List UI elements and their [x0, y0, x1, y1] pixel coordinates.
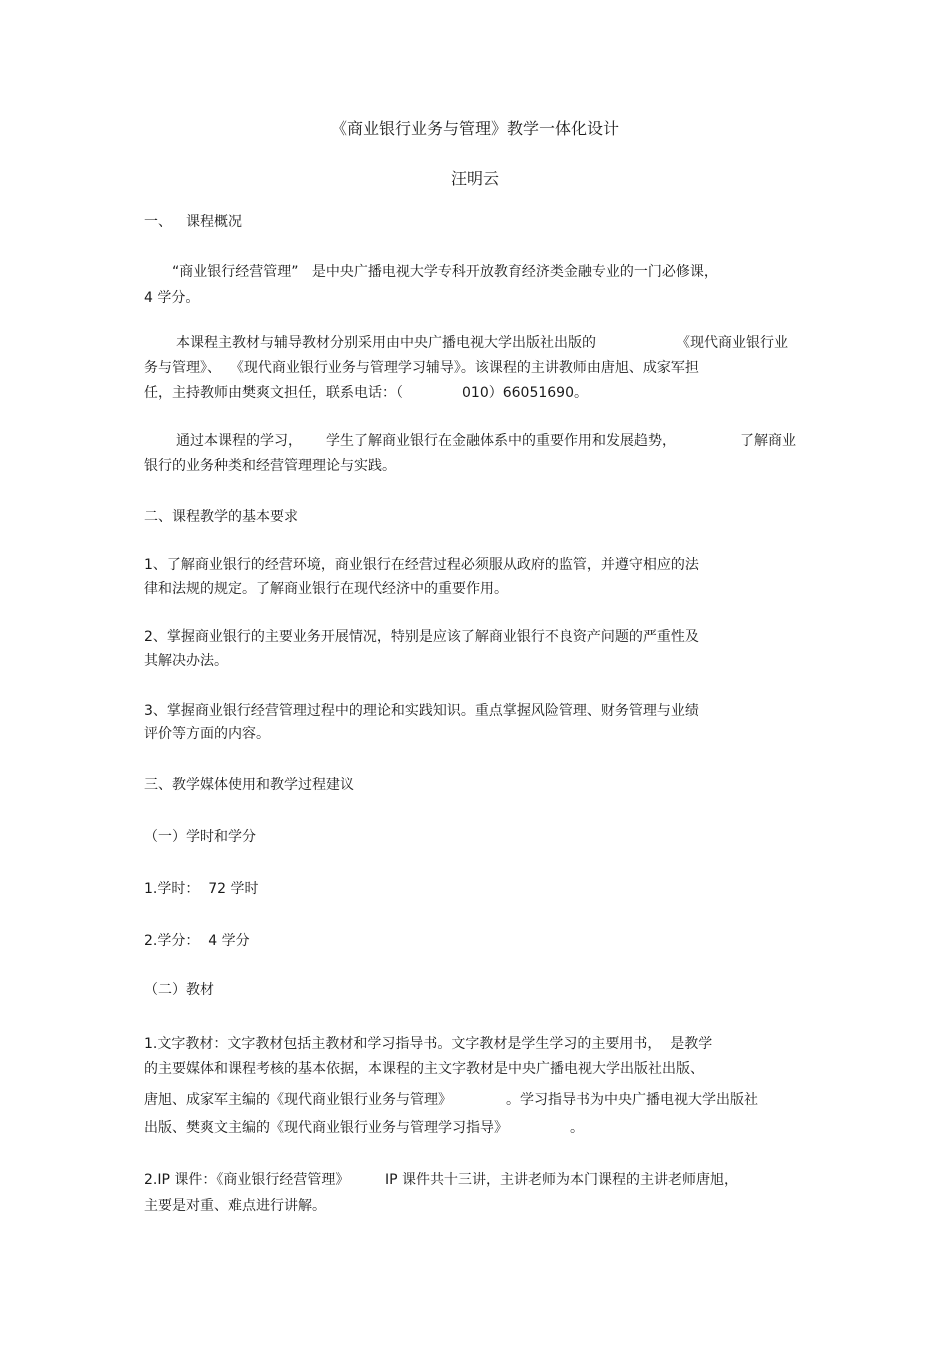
s1-para3-line2: 银行的业务种类和经营管理理论与实践。	[144, 458, 396, 474]
doc-author: 汪明云	[450, 169, 499, 188]
s1-para2-line3a: 任，主持教师由樊爽文担任，联系电话：（	[144, 385, 403, 401]
s2-item2-line1: 2、掌握商业银行的主要业务开展情况，特别是应该了解商业银行不良资产问题的严重性及	[144, 629, 699, 645]
s1-para3-line1a: 通过本课程的学习，	[176, 433, 302, 449]
s3-m2-line2: 主要是对重、难点进行讲解。	[144, 1198, 326, 1214]
s1-para2-line1a: 本课程主教材与辅导教材分别采用由中央广播电视大学出版社出版的	[176, 335, 596, 351]
s3-sub2-heading: （二）教材	[144, 982, 214, 998]
s3-credits: 2.学分： 4 学分	[144, 933, 250, 949]
s2-item2-line2: 其解决办法。	[144, 653, 228, 669]
s2-item1-line1: 1、了解商业银行的经营环境，商业银行在经营过程必须服从政府的监管，并遵守相应的法	[144, 557, 699, 573]
s1-para1-line1: “商业银行经营管理” 是中央广播电视大学专科开放教育经济类金融专业的一门必修课，	[172, 264, 718, 280]
s3-hours: 1.学时： 72 学时	[144, 881, 259, 897]
s1-para1-line2: 4 学分。	[144, 290, 200, 306]
s3-m1-line3a: 唐旭、成家军主编的《现代商业银行业务与管理》	[144, 1092, 452, 1108]
s2-item3-line2: 评价等方面的内容。	[144, 726, 270, 742]
s3-m2-line1b: IP 课件共十三讲，主讲老师为本门课程的主讲老师唐旭，	[385, 1172, 739, 1188]
s1-para3-line1b: 学生了解商业银行在金融体系中的重要作用和发展趋势，	[326, 433, 676, 449]
s2-item3-line1: 3、掌握商业银行经营管理过程中的理论和实践知识。重点掌握风险管理、财务管理与业绩	[144, 703, 699, 719]
section1-heading: 课程概况	[186, 214, 242, 230]
s1-para3-line1c: 了解商业	[740, 433, 796, 449]
s3-m2-line1a: 2.IP 课件：《商业银行经营管理》	[144, 1172, 350, 1188]
s3-sub1-heading: （一）学时和学分	[144, 829, 256, 845]
s3-m1-line1: 1.文字教材：文字教材包括主教材和学习指导书。文字教材是学生学习的主要用书， 是教学	[144, 1036, 713, 1052]
s1-para2-line1b: 《现代商业银行业	[676, 335, 788, 351]
s3-m1-line4b: 。	[570, 1120, 584, 1136]
s3-m1-line4a: 出版、樊爽文主编的《现代商业银行业务与管理学习指导》	[144, 1120, 508, 1136]
s3-m1-line2: 的主要媒体和课程考核的基本依据，本课程的主文字教材是中央广播电视大学出版社出版、	[144, 1061, 704, 1077]
section3-heading: 三、教学媒体使用和教学过程建议	[144, 777, 354, 793]
s1-para2-line2: 务与管理》、 《现代商业银行业务与管理学习辅导》。该课程的主讲教师由唐旭、成家军担	[144, 360, 699, 376]
doc-title: 《商业银行业务与管理》教学一体化设计	[330, 119, 619, 138]
section1-number: 一、	[144, 214, 172, 230]
s3-m1-line3b: 。学习指导书为中央广播电视大学出版社	[506, 1092, 758, 1108]
s1-para2-line3b: 010）66051690。	[462, 385, 588, 401]
s2-item1-line2: 律和法规的规定。了解商业银行在现代经济中的重要作用。	[144, 581, 508, 597]
section2-heading: 二、课程教学的基本要求	[144, 509, 298, 525]
